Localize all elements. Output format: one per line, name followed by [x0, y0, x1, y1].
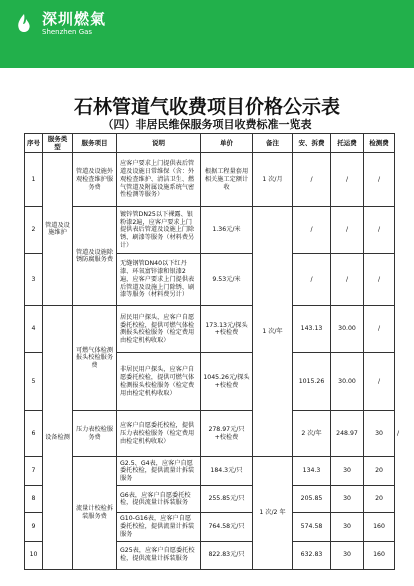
table-header-row [25, 134, 395, 153]
cell-transport-fee: 30 [364, 411, 395, 457]
table-row: 6 压力表校检服务费 应客户自愿委托校检，提供压力表校检服务（检定费用由检定机构收取） 278.97元/只+校检费 2 次/年 248.97 30 / [25, 411, 395, 457]
header-no: 序号 [25, 134, 43, 153]
cell-install-fee: / [293, 207, 331, 254]
cell-unit-price: 184.3元/只 [201, 457, 253, 486]
cell-no: 3 [25, 254, 43, 306]
header-service-item: 服务项目 [73, 134, 117, 153]
cell-no: 5 [25, 353, 43, 411]
header-install-fee: 安、拆费 [293, 134, 331, 153]
cell-description: 应客户要求上门提供表后管道及设施日常维保（含：外观检查维护、清洁卫生、燃气管道及附属设施系统气密性检测等服务） [117, 153, 201, 207]
cell-service-item: 可燃气体检测报头校检服务费 [73, 306, 117, 411]
header-unit-price: 单价 [201, 134, 253, 153]
cell-unit-price: 根据工程量套用相关施工定额计收 [201, 153, 253, 207]
flame-logo-icon [12, 12, 36, 36]
brand-name-en: Shenzhen Gas [42, 28, 93, 36]
cell-test-fee: / [364, 153, 395, 207]
cell-service-item: 流量计校检拆装服务费 [73, 457, 117, 569]
cell-description: G2.5、G4表，应客户自愿委托校检，提供流量计拆装服务 [117, 457, 201, 486]
cell-description: G10-G16表，应客户自愿委托校检，提供流量计拆装服务 [117, 513, 201, 541]
cell-description: 居民用户探头，应客户自愿委托校检，提供可燃气体检测报头校检服务（检定费用由检定机构收取） [117, 306, 201, 353]
cell-transport-fee: 30 [331, 457, 364, 486]
brand-logo [12, 12, 106, 36]
cell-install-fee: / [293, 153, 331, 207]
cell-no: 7 [25, 457, 43, 486]
cell-description: 非居民用户探头，应客户自愿委托校检，提供可燃气体检测报头校检服务（检定费用由检定机构收取） [117, 353, 201, 411]
cell-no: 8 [25, 486, 43, 513]
cell-no: 4 [25, 306, 43, 353]
cell-test-fee: 20 [364, 457, 395, 486]
cell-install-fee: 1015.26 [293, 353, 331, 411]
cell-test-fee: 160 [364, 513, 395, 541]
cell-transport-fee: 30 [331, 513, 364, 541]
header-test-fee: 检测费 [364, 134, 395, 153]
cell-test-fee: / [364, 207, 395, 254]
cell-unit-price: 1.36元/米 [201, 207, 253, 254]
cell-test-fee: 160 [364, 541, 395, 569]
table-row [25, 207, 395, 254]
table-subtitle: （四）非居民维保服务项目收费标准一览表 [102, 118, 312, 131]
cell-transport-fee: / [331, 207, 364, 254]
cell-service-type: 设备检测 [43, 306, 73, 569]
cell-unit-price: 173.13元/探头+校检费 [201, 306, 253, 353]
cell-no: 6 [25, 411, 43, 457]
cell-transport-fee: / [331, 153, 364, 207]
header-service-type: 服务类型 [43, 134, 73, 153]
table-row [25, 153, 395, 207]
header-remarks: 备注 [253, 134, 293, 153]
cell-unit-price: 764.58元/只 [201, 513, 253, 541]
cell-test-fee: / [364, 254, 395, 306]
cell-install-fee: 134.3 [293, 457, 331, 486]
cell-description: G6表，应客户自愿委托校检，提供流量计拆装服务 [117, 486, 201, 513]
cell-install-fee: / [293, 254, 331, 306]
cell-transport-fee: 30 [331, 541, 364, 569]
cell-service-item: 压力表校检服务费 [73, 411, 117, 457]
cell-description: 应客户自愿委托校检，提供压力表校检服务（检定费用由检定机构收取） [117, 411, 201, 457]
cell-transport-fee: 30.00 [331, 353, 364, 411]
cell-description: 无缝钢管DN40以下红丹漆、环氧富锌漆和银漆2遍，应客户要求上门提供表后管道及设施上门除锈、刷漆等服务（材料费另计） [117, 254, 201, 306]
cell-unit-price: 1045.26元/探头+校检费 [201, 353, 253, 411]
cell-service-item: 管道及设施外观检查维护服务费 [73, 153, 117, 207]
cell-remarks: 1 次/年 [253, 207, 293, 457]
cell-remarks: 1 次/月 [253, 153, 293, 207]
table-row [25, 457, 395, 486]
page-title: 石林管道气收费项目价格公示表 [73, 96, 340, 118]
header-band [0, 0, 414, 68]
brand-name-cn: 深圳燃氣 [42, 10, 107, 28]
header-description: 说明 [117, 134, 201, 153]
cell-install-fee: 205.85 [293, 486, 331, 513]
header-transport-fee: 托运费 [331, 134, 364, 153]
cell-no: 10 [25, 541, 43, 569]
cell-remarks: 2 次/年 [293, 411, 331, 457]
cell-test-fee: 20 [364, 486, 395, 513]
cell-test-fee: / [364, 353, 395, 411]
cell-transport-fee: 30 [331, 486, 364, 513]
fee-table [24, 133, 400, 570]
cell-install-fee: 248.97 [331, 411, 364, 457]
cell-description: 镀锌管DN25以下裸露、银粉漆2遍，应客户要求上门提供表后管道及设施上门除锈、刷漆等服务（材料费另计） [117, 207, 201, 254]
cell-no: 2 [25, 207, 43, 254]
cell-service-type: 管道及设施维护 [43, 153, 73, 306]
cell-remarks: 1 次/2 年 [253, 457, 293, 569]
cell-no: 9 [25, 513, 43, 541]
cell-unit-price: 822.83元/只 [201, 541, 253, 569]
cell-install-fee: 143.13 [293, 306, 331, 353]
cell-test-fee: / [364, 306, 395, 353]
cell-transport-fee: 30.00 [331, 306, 364, 353]
cell-no: 1 [25, 153, 43, 207]
cell-unit-price: 255.85元/只 [201, 486, 253, 513]
cell-unit-price: 9.53元/米 [201, 254, 253, 306]
cell-unit-price: 278.97元/只+校检费 [201, 411, 253, 457]
cell-install-fee: 632.83 [293, 541, 331, 569]
cell-description: G25表，应客户自愿委托校检，提供流量计拆装服务 [117, 541, 201, 569]
cell-transport-fee: / [331, 254, 364, 306]
cell-install-fee: 574.58 [293, 513, 331, 541]
cell-service-item: 管道及设施除锈防腐服务费 [73, 207, 117, 306]
table-row [25, 306, 395, 353]
